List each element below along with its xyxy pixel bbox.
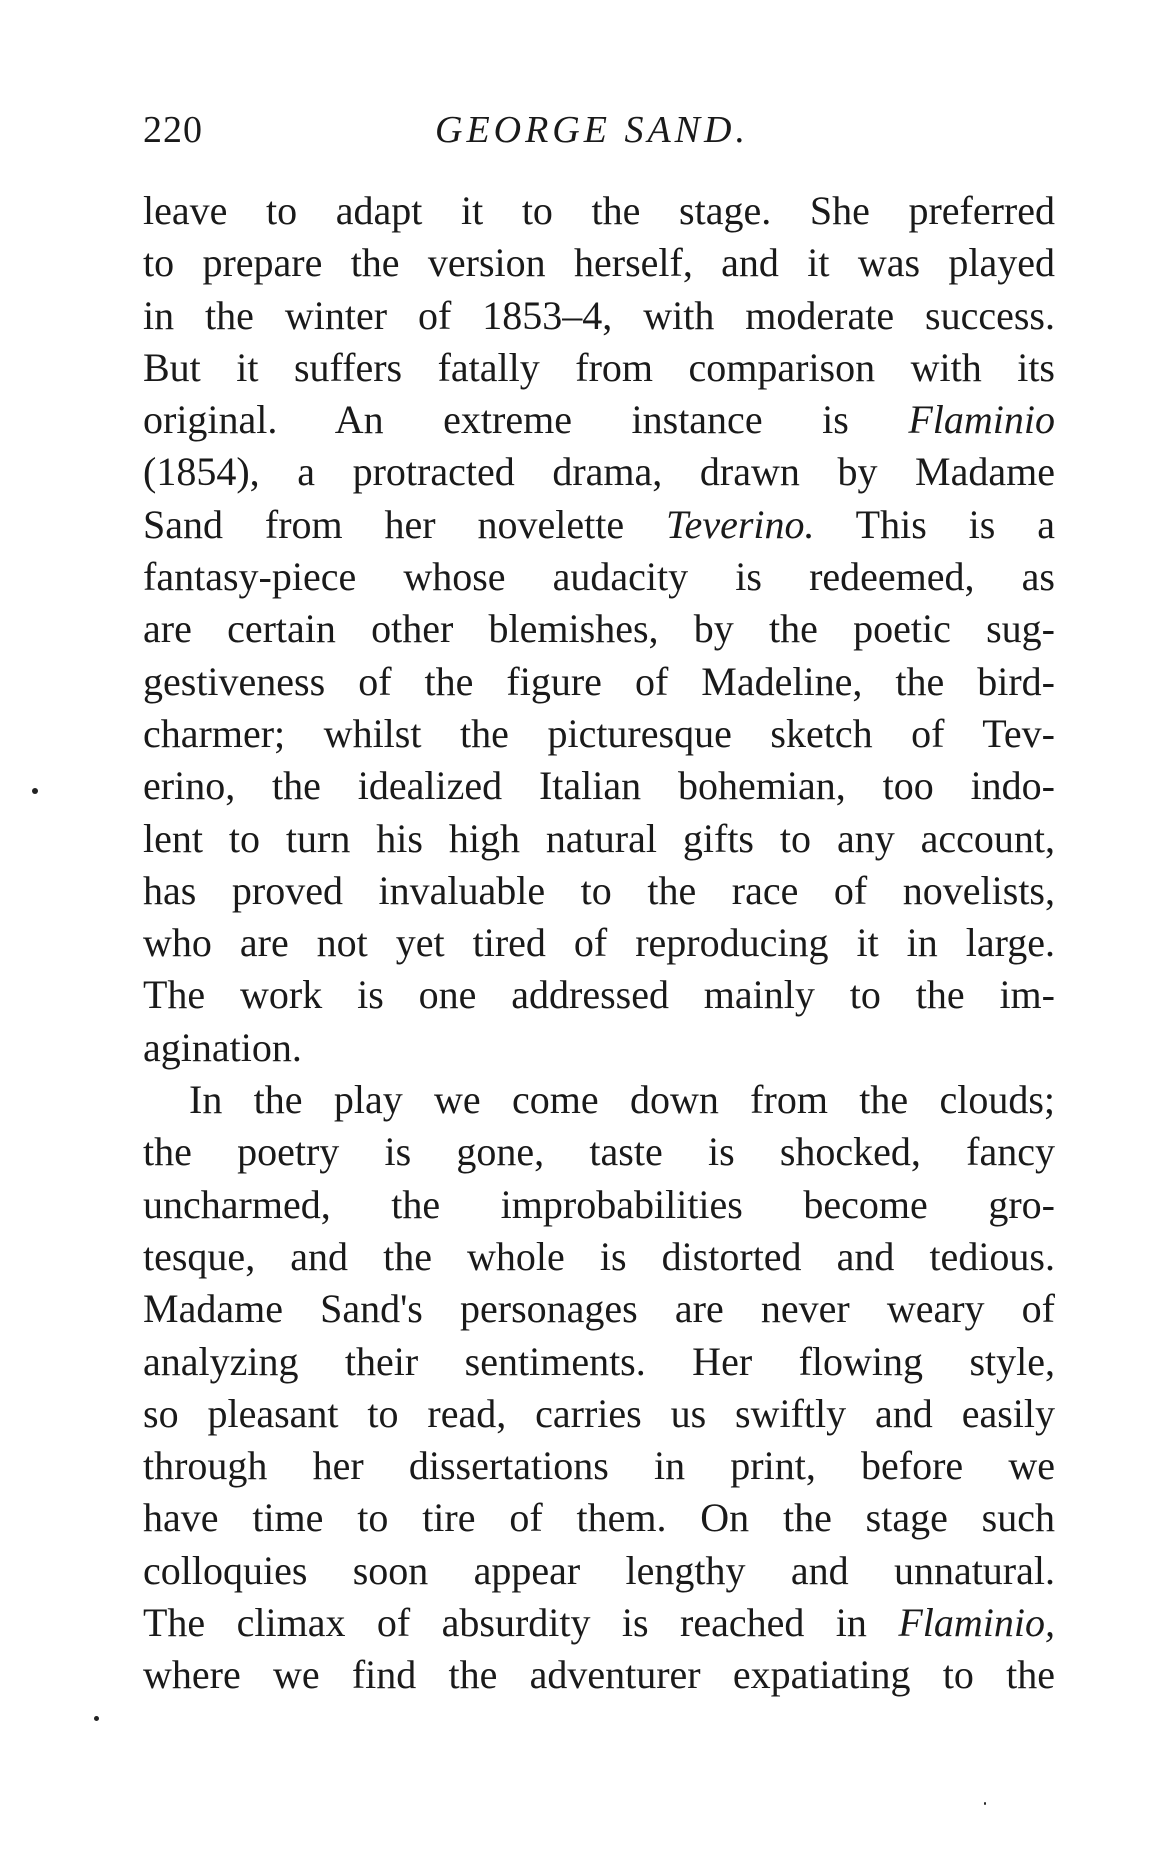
- italic-title-teverino: Teverino.: [665, 501, 815, 547]
- text-line: gestiveness of the figure of Madeline, the bird-: [143, 658, 1055, 704]
- text-line: have time to tire of them. On the stage such: [143, 1495, 1055, 1541]
- text-line: colloquies soon appear lengthy and unnatural.: [143, 1547, 1055, 1593]
- text-line: lent to turn his high natural gifts to any account,: [143, 815, 1055, 861]
- text-line: (1854), a protracted drama, drawn by Madame: [143, 449, 1055, 495]
- italic-title-flaminio: Flaminio,: [898, 1600, 1055, 1646]
- text-line: analyzing their sentiments. Her flowing style,: [143, 1338, 1055, 1384]
- text-fragment: Sand from her novelette: [143, 501, 666, 547]
- italic-title-flaminio: Flaminio: [908, 397, 1055, 443]
- body-text: [143, 185, 1055, 1702]
- text-line: to prepare the version herself, and it was played: [143, 240, 1055, 286]
- print-speck: [94, 1716, 99, 1721]
- text-line: the poetry is gone, taste is shocked, fancy: [143, 1129, 1055, 1175]
- text-line: leave to adapt it to the stage. She preferred: [143, 188, 1055, 233]
- print-speck: [984, 1802, 986, 1805]
- text-line: has proved invaluable to the race of novelists,: [143, 867, 1055, 913]
- text-line: agination.: [143, 1024, 302, 1070]
- text-line-with-italic: [143, 499, 1055, 551]
- text-line: so pleasant to read, carries us swiftly and easily: [143, 1390, 1055, 1436]
- text-fragment: original. An extreme instance is: [143, 397, 909, 443]
- paragraph-start-line: In the play we come down from the clouds;: [189, 1077, 1055, 1123]
- text-line: are certain other blemishes, by the poetic sug-: [143, 606, 1055, 652]
- text-line: in the winter of 1853–4, with moderate success.: [143, 292, 1055, 338]
- text-line: through her dissertations in print, before we: [143, 1443, 1055, 1489]
- text-line-with-italic: [143, 1597, 1055, 1649]
- text-line: who are not yet tired of reproducing it in large.: [143, 920, 1055, 966]
- text-fragment: This is a: [814, 501, 1055, 547]
- text-line: tesque, and the whole is distorted and tedious.: [143, 1233, 1055, 1279]
- text-line: erino, the idealized Italian bohemian, too indo-: [143, 763, 1055, 809]
- text-line: But it suffers fatally from comparison with its: [143, 344, 1055, 390]
- text-fragment: The climax of absurdity is reached in: [143, 1600, 899, 1646]
- text-line-with-italic: [143, 394, 1055, 446]
- text-line: Madame Sand's personages are never weary of: [143, 1286, 1055, 1332]
- page-number: 220: [143, 109, 203, 151]
- text-line: charmer; whilst the picturesque sketch of Tev-: [143, 710, 1055, 756]
- print-speck: [32, 788, 38, 794]
- text-line: fantasy-piece whose audacity is redeemed, as: [143, 554, 1055, 600]
- text-line: uncharmed, the improbabilities become gro-: [143, 1181, 1055, 1227]
- text-line: The work is one addressed mainly to the im-: [143, 972, 1055, 1018]
- running-title: GEORGE SAND.: [435, 109, 749, 151]
- running-head: [143, 102, 1055, 158]
- text-line: where we find the adventurer expatiating to the: [143, 1652, 1055, 1698]
